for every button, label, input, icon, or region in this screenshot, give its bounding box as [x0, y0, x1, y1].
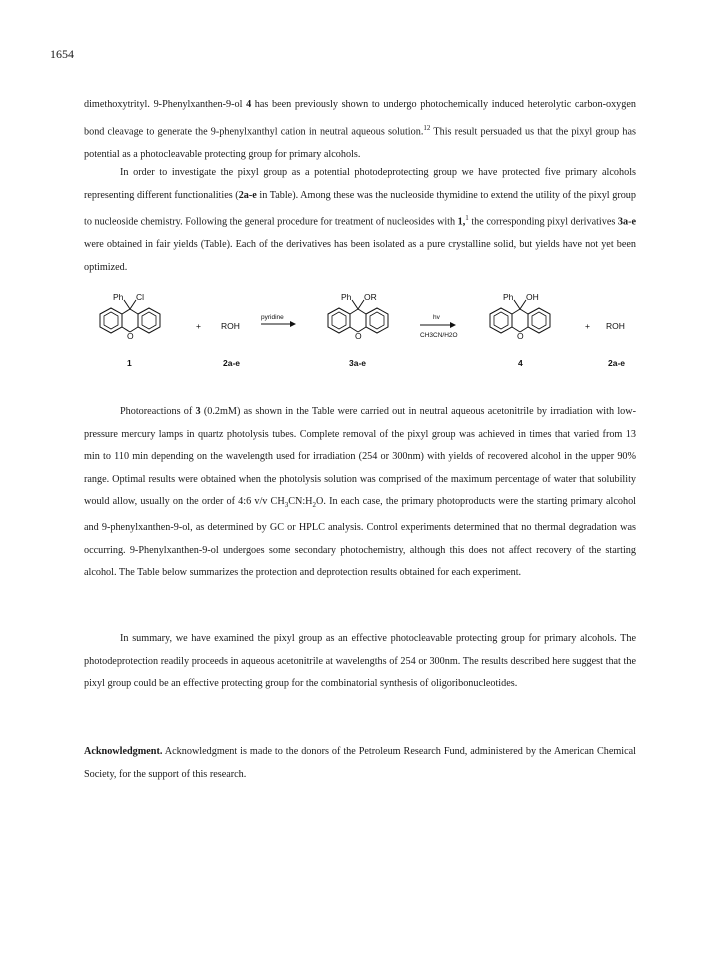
p3-sub-3: 3	[284, 501, 289, 510]
p3-text-a: Photoreactions of	[120, 406, 196, 417]
cmpd3-ring-o: O	[355, 331, 362, 341]
cmpd1-ring-o: O	[127, 331, 134, 341]
p1-citation: 12	[423, 123, 431, 132]
p2-compound-1: 1,	[457, 216, 466, 228]
p3-text-c: (0.2mM) as shown in the Table were carried out in neutral aqueous acetonitrile by irradiation with low-pressure mercury lamps in quartz photolysis tubes. Complete removal of the pixyl group was achieved in times that varied from 13 min to 110 min depending on the wavelength used for irradiation (254 or 300nm) with yields of recovered alcohol in the upper 90% range. Optimal results were obtained when the photolysis solution was comprised of the maximum percentage of water that solubility would allow, usually on the order of 4:6 v/v CH	[84, 406, 636, 508]
p1-text-d: This result persuaded us that the pixyl group has potential as a photocleavable protecting group for primary alcohols.	[84, 125, 636, 160]
compound-4-structure	[490, 292, 550, 368]
roh-product: ROH	[606, 321, 625, 331]
cmpd4-oh: OH	[526, 292, 539, 302]
paragraph-1	[84, 94, 636, 166]
plus-sign-2: +	[585, 321, 590, 331]
p2-text-c: in Table). Among these was the nucleoside thymidine to extend the utility of the pixyl group to nucleoside chemistry. Following the general procedure for treatment of nucleosides with	[84, 189, 636, 228]
reaction-scheme	[80, 286, 650, 376]
cmpd3-or: OR	[364, 292, 377, 302]
plus-sign-1: +	[196, 321, 201, 331]
arrow2-light: hv	[433, 314, 440, 321]
page-number: 1654	[50, 47, 74, 61]
cmpd1-cl: Cl	[136, 292, 145, 302]
p1-text-a: dimethoxytrityl. 9-Phenylxanthen-9-ol	[84, 99, 247, 110]
cmpd4-ph: Ph	[503, 292, 514, 302]
p1-compound-4: 4	[246, 99, 252, 110]
compound-1-structure	[100, 292, 160, 368]
cmpd1-ph: Ph	[113, 292, 124, 302]
acknowledgment	[84, 741, 636, 786]
acknowledgment-body: Acknowledgment is made to the donors of the Petroleum Research Fund, administered by the American Chemical Society, for the support of this research.	[84, 746, 636, 780]
p3-text-d: CN:H	[288, 496, 313, 508]
paragraph-2	[84, 162, 636, 279]
p2-text-g: were obtained in fair yields (Table). Each of the derivatives has been isolated as a pure crystalline solid, but yields have not yet been optimized.	[84, 239, 636, 273]
p2-text-e: the corresponding pixyl derivatives	[468, 216, 618, 228]
arrow1-reagent: pyridine	[261, 314, 284, 321]
cmpd4-label: 4	[518, 358, 523, 368]
cmpd3-label: 3a-e	[349, 358, 367, 368]
p2-compounds-3a-e: 3a-e	[617, 216, 636, 228]
compound-3-structure	[328, 292, 388, 368]
p3-sub-2: 2	[312, 501, 317, 510]
roh-reactant-label: 2a-e	[223, 358, 241, 368]
roh-reactant: ROH	[221, 321, 240, 331]
p1-text-c: has been previously shown to undergo photochemically induced heterolytic carbon-oxygen bond cleavage to generate the 9-phenylxanthyl cation in neutral aqueous solution.	[84, 99, 636, 137]
cmpd1-label: 1	[127, 358, 132, 368]
p3-compound-3: 3	[195, 406, 201, 417]
p2-compounds-2a-e: 2a-e	[238, 189, 257, 201]
acknowledgment-heading: Acknowledgment.	[84, 746, 163, 757]
cmpd4-ring-o: O	[517, 331, 524, 341]
p3-text-e: O. In each case, the primary photoproducts were the starting primary alcohol and 9-phenylxanthen-9-ol, as determined by GC or HPLC analysis. Control experiments determined that no thermal degradation was occurring. 9-Phenylxanthen-9-ol undergoes some secondary photochemistry, although this does not affect recovery of the starting alcohol. The Table below summarizes the protection and deprotection results obtained for each experiment.	[84, 496, 637, 579]
roh-product-label: 2a-e	[608, 358, 626, 368]
paragraph-3	[84, 401, 636, 585]
p2-text-a: In order to investigate the pixyl group as a potential photodeprotecting group we have protected five primary alcohols representing different functionalities (	[84, 167, 636, 201]
cmpd3-ph: Ph	[341, 292, 352, 302]
paragraph-4: In summary, we have examined the pixyl group as an effective photocleavable protecting group for primary alcohols. The photodeprotection readily proceeds in aqueous acetonitrile at wavelengths of 254 or 300nm. The results described here suggest that the pixyl group could be an effective protecting group for the combinatorial synthesis of oligoribonucleotides.	[84, 633, 636, 690]
p2-citation: 1	[465, 214, 469, 223]
arrow2-solvent: CH3CN/H2O	[420, 332, 458, 339]
